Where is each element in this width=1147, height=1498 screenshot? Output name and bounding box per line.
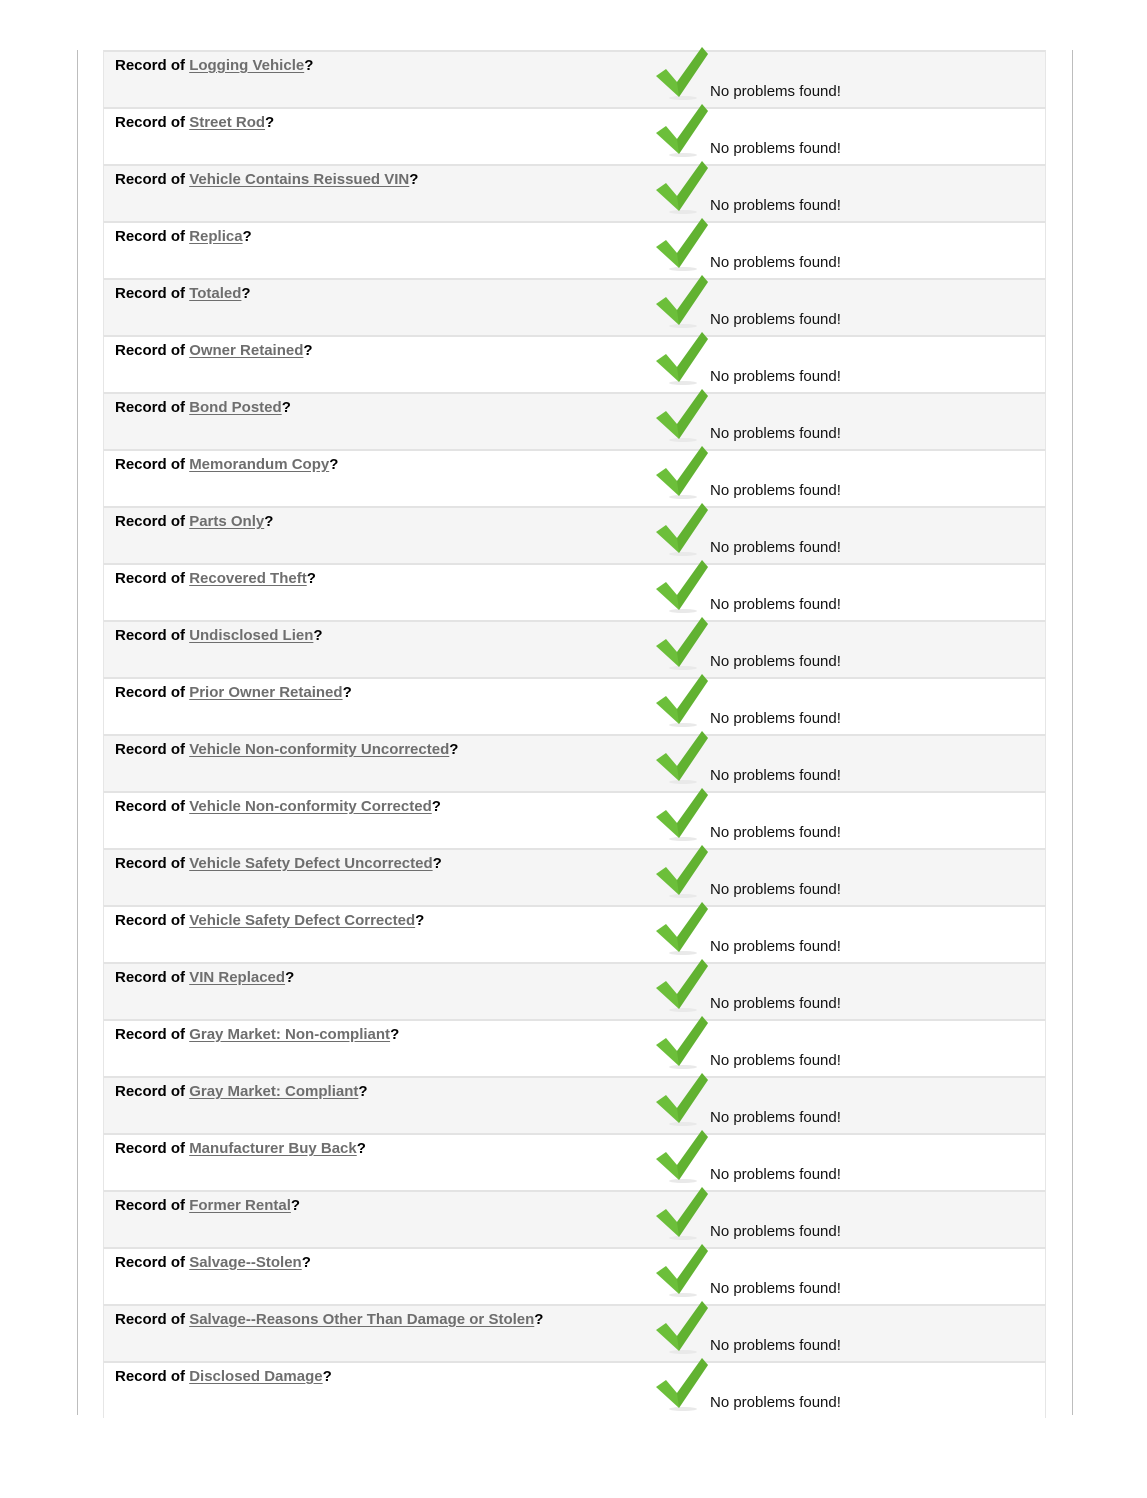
table-row — [103, 1076, 1046, 1133]
status-text: No problems found! — [710, 311, 841, 328]
record-suffix: ? — [415, 912, 425, 929]
page-border-right — [1072, 50, 1073, 1415]
record-label — [115, 627, 323, 644]
record-prefix: Record of — [115, 171, 186, 188]
record-type-link[interactable]: Logging Vehicle — [189, 57, 305, 74]
record-type-link[interactable]: Undisclosed Lien — [189, 627, 314, 644]
checkmark-icon — [653, 45, 709, 101]
checkmark-icon — [653, 1128, 709, 1184]
record-suffix: ? — [301, 1254, 311, 1271]
record-prefix: Record of — [115, 855, 186, 872]
record-suffix: ? — [390, 1026, 400, 1043]
record-suffix: ? — [304, 57, 314, 74]
checkmark-icon — [653, 159, 709, 215]
page-border-left — [77, 50, 78, 1415]
record-label — [115, 1254, 311, 1271]
record-type-link[interactable]: Gray Market: Non-compliant — [189, 1026, 391, 1043]
status-text: No problems found! — [710, 1223, 841, 1240]
table-row — [103, 1304, 1046, 1361]
checkmark-icon — [653, 1185, 709, 1241]
record-prefix: Record of — [115, 627, 186, 644]
checkmark-icon — [653, 672, 709, 728]
record-prefix: Record of — [115, 399, 186, 416]
table-row — [103, 335, 1046, 392]
table-row — [103, 449, 1046, 506]
record-type-link[interactable]: Parts Only — [189, 513, 265, 530]
record-label — [115, 684, 352, 701]
status-text: No problems found! — [710, 1109, 841, 1126]
record-suffix: ? — [431, 798, 441, 815]
record-type-link[interactable]: Totaled — [189, 285, 242, 302]
record-label — [115, 1311, 543, 1328]
checkmark-icon — [653, 1356, 709, 1412]
record-type-link[interactable]: Replica — [189, 228, 243, 245]
record-prefix: Record of — [115, 57, 186, 74]
record-type-link[interactable]: Vehicle Safety Defect Corrected — [189, 912, 416, 929]
status-text: No problems found! — [710, 254, 841, 271]
record-label — [115, 285, 251, 302]
status-text: No problems found! — [710, 1166, 841, 1183]
record-label — [115, 855, 442, 872]
table-row — [103, 791, 1046, 848]
record-suffix: ? — [303, 342, 313, 359]
status-text: No problems found! — [710, 197, 841, 214]
record-type-link[interactable]: Vehicle Non-conformity Corrected — [189, 798, 432, 815]
status-text: No problems found! — [710, 596, 841, 613]
record-label — [115, 114, 274, 131]
record-prefix: Record of — [115, 1140, 186, 1157]
checkmark-icon — [653, 957, 709, 1013]
record-suffix: ? — [409, 171, 419, 188]
record-prefix: Record of — [115, 228, 186, 245]
table-row — [103, 1361, 1046, 1418]
status-text: No problems found! — [710, 767, 841, 784]
record-type-link[interactable]: Salvage--Stolen — [189, 1254, 302, 1271]
status-text: No problems found! — [710, 881, 841, 898]
record-type-link[interactable]: Manufacturer Buy Back — [189, 1140, 357, 1157]
record-label — [115, 342, 313, 359]
record-suffix: ? — [264, 513, 274, 530]
record-type-link[interactable]: Vehicle Non-conformity Uncorrected — [189, 741, 450, 758]
checkmark-icon — [653, 729, 709, 785]
record-label — [115, 741, 458, 758]
table-row — [103, 392, 1046, 449]
record-type-link[interactable]: Salvage--Reasons Other Than Damage or Stolen — [189, 1311, 535, 1328]
record-type-link[interactable]: Gray Market: Compliant — [189, 1083, 359, 1100]
record-prefix: Record of — [115, 513, 186, 530]
record-label — [115, 1026, 399, 1043]
record-suffix: ? — [265, 114, 275, 131]
checkmark-icon — [653, 786, 709, 842]
record-prefix: Record of — [115, 1311, 186, 1328]
checkmark-icon — [653, 273, 709, 329]
table-row — [103, 620, 1046, 677]
record-label — [115, 570, 316, 587]
record-label — [115, 57, 313, 74]
checkmark-icon — [653, 1299, 709, 1355]
record-type-link[interactable]: Disclosed Damage — [189, 1368, 323, 1385]
record-suffix: ? — [322, 1368, 332, 1385]
status-text: No problems found! — [710, 1052, 841, 1069]
status-text: No problems found! — [710, 653, 841, 670]
checkmark-icon — [653, 1014, 709, 1070]
checkmark-icon — [653, 216, 709, 272]
table-row — [103, 164, 1046, 221]
checkmark-icon — [653, 1242, 709, 1298]
record-label — [115, 456, 338, 473]
table-row — [103, 1247, 1046, 1304]
status-text: No problems found! — [710, 425, 841, 442]
record-prefix: Record of — [115, 1368, 186, 1385]
status-text: No problems found! — [710, 1394, 841, 1411]
record-prefix: Record of — [115, 285, 186, 302]
table-row — [103, 1019, 1046, 1076]
record-type-link[interactable]: Bond Posted — [189, 399, 282, 416]
table-row — [103, 506, 1046, 563]
checkmark-icon — [653, 330, 709, 386]
table-row — [103, 962, 1046, 1019]
table-row — [103, 50, 1046, 107]
record-label — [115, 228, 252, 245]
record-type-link[interactable]: Memorandum Copy — [189, 456, 330, 473]
record-label — [115, 171, 418, 188]
record-label — [115, 1140, 366, 1157]
record-label — [115, 513, 273, 530]
status-text: No problems found! — [710, 1337, 841, 1354]
record-prefix: Record of — [115, 114, 186, 131]
record-suffix: ? — [432, 855, 442, 872]
status-text: No problems found! — [710, 710, 841, 727]
status-text: No problems found! — [710, 140, 841, 157]
record-label — [115, 969, 294, 986]
table-row — [103, 905, 1046, 962]
checkmark-icon — [653, 444, 709, 500]
record-suffix: ? — [534, 1311, 544, 1328]
record-suffix: ? — [342, 684, 352, 701]
record-label — [115, 798, 441, 815]
checkmark-icon — [653, 558, 709, 614]
status-text: No problems found! — [710, 482, 841, 499]
status-text: No problems found! — [710, 1280, 841, 1297]
checkmark-icon — [653, 615, 709, 671]
record-prefix: Record of — [115, 1083, 186, 1100]
record-prefix: Record of — [115, 969, 186, 986]
record-type-link[interactable]: VIN Replaced — [189, 969, 286, 986]
record-suffix: ? — [281, 399, 291, 416]
record-label — [115, 912, 424, 929]
record-suffix: ? — [329, 456, 339, 473]
status-text: No problems found! — [710, 83, 841, 100]
table-row — [103, 734, 1046, 791]
record-suffix: ? — [358, 1083, 368, 1100]
record-prefix: Record of — [115, 1254, 186, 1271]
checkmark-icon — [653, 900, 709, 956]
record-suffix: ? — [242, 228, 252, 245]
record-label — [115, 399, 291, 416]
record-suffix: ? — [290, 1197, 301, 1214]
record-prefix: Record of — [115, 912, 186, 929]
status-text: No problems found! — [710, 824, 841, 841]
table-row — [103, 107, 1046, 164]
record-suffix: ? — [285, 969, 295, 986]
record-type-link[interactable]: Recovered Theft — [189, 570, 307, 587]
record-type-link[interactable]: Street Rod — [189, 114, 266, 131]
table-row — [103, 563, 1046, 620]
record-label — [115, 1368, 332, 1385]
table-row — [103, 1190, 1046, 1247]
record-suffix: ? — [449, 741, 459, 758]
status-text: No problems found! — [710, 938, 841, 955]
record-prefix: Record of — [115, 342, 186, 359]
record-suffix: ? — [306, 570, 316, 587]
record-prefix: Record of — [115, 570, 186, 587]
status-text: No problems found! — [710, 368, 841, 385]
table-row — [103, 1133, 1046, 1190]
checkmark-icon — [653, 1071, 709, 1127]
record-type-link[interactable]: Vehicle Contains Reissued VIN — [189, 171, 410, 188]
record-prefix: Record of — [115, 456, 186, 473]
record-suffix: ? — [313, 627, 323, 644]
record-prefix: Record of — [115, 684, 186, 701]
checkmark-icon — [653, 102, 709, 158]
checkmark-icon — [653, 843, 709, 899]
record-suffix: ? — [356, 1140, 366, 1157]
record-suffix: ? — [241, 285, 251, 302]
table-row — [103, 677, 1046, 734]
checkmark-icon — [653, 501, 709, 557]
record-prefix: Record of — [115, 1026, 186, 1043]
records-table — [103, 50, 1046, 1418]
record-type-link[interactable]: Owner Retained — [189, 342, 304, 359]
table-row — [103, 221, 1046, 278]
table-row — [103, 278, 1046, 335]
checkmark-icon — [653, 387, 709, 443]
record-type-link[interactable]: Prior Owner Retained — [189, 684, 343, 701]
record-prefix: Record of — [115, 741, 186, 758]
record-type-link[interactable]: Vehicle Safety Defect Uncorrected — [189, 855, 433, 872]
record-type-link[interactable]: Former Rental — [189, 1197, 291, 1214]
record-prefix: Record of — [115, 1197, 186, 1214]
record-prefix: Record of — [115, 798, 186, 815]
record-label — [115, 1083, 368, 1100]
status-text: No problems found! — [710, 995, 841, 1012]
record-label — [115, 1197, 300, 1214]
status-text: No problems found! — [710, 539, 841, 556]
table-row — [103, 848, 1046, 905]
